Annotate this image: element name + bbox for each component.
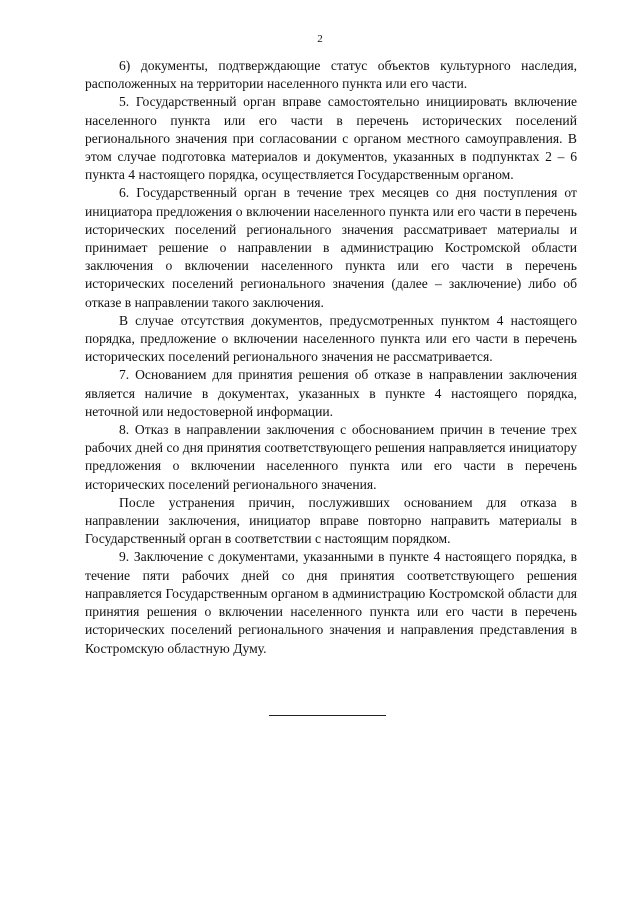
page-number: 2	[317, 33, 323, 45]
paragraph-clause-8-continuation: После устранения причин, послуживших основанием для отказа в направлении заключения, инициатор вправе повторно направить материалы в Государственный орган в соответствии с настоящим порядком.	[85, 494, 577, 547]
paragraph-clause-9: 9. Заключение с документами, указанными в пункте 4 настоящего порядка, в течение пяти рабочих дней со дня принятия соответствующего решения направляется Государственным органом в администрацию Костромской области для принятия решения о включении населенного пункта или его части в перечень исторических поселений регионального значения и направления представления в Костромскую областную Думу.	[85, 549, 577, 656]
paragraph-clause-6: 6. Государственный орган в течение трех месяцев со дня поступления от инициатора предложения о включении населенного пункта или его части в перечень исторических поселений регионального значения рассматривает материалы и принимает решение о направлении в администрацию Костромской области заключения о включении населенного пункта или его части в перечень исторических поселений регионального значения (далее – заключение) либо об отказе в направлении такого заключения.	[85, 185, 577, 310]
document-body	[85, 57, 577, 658]
paragraph-clause-5: 5. Государственный орган вправе самостоятельно инициировать включение населенного пункта или его части в перечень исторических поселений регионального значения при согласовании с органом местного самоуправления. В этом случае подготовка материалов и документов, указанных в подпунктах 2 – 6 пункта 4 настоящего порядка, осуществляется Государственным органом.	[85, 94, 577, 183]
paragraph-clause-8: 8. Отказ в направлении заключения с обоснованием причин в течение трех рабочих дней со дня принятия соответствующего решения направляется инициатору предложения о включении населенного пункта или его части в перечень исторических поселений регионального значения.	[85, 422, 577, 492]
paragraph-clause-6-continuation: В случае отсутствия документов, предусмотренных пунктом 4 настоящего порядка, предложение о включении населенного пункта или его части в перечень исторических поселений регионального значения не рассматривается.	[85, 312, 577, 365]
paragraph-clause-7: 7. Основанием для принятия решения об отказе в направлении заключения является наличие в документах, указанных в пункте 4 настоящего порядка, неточной или недостоверной информации.	[85, 367, 577, 419]
end-divider	[269, 715, 386, 716]
paragraph-item-6-documents: 6) документы, подтверждающие статус объектов культурного наследия, расположенных на территории населенного пункта или его части.	[85, 58, 577, 92]
